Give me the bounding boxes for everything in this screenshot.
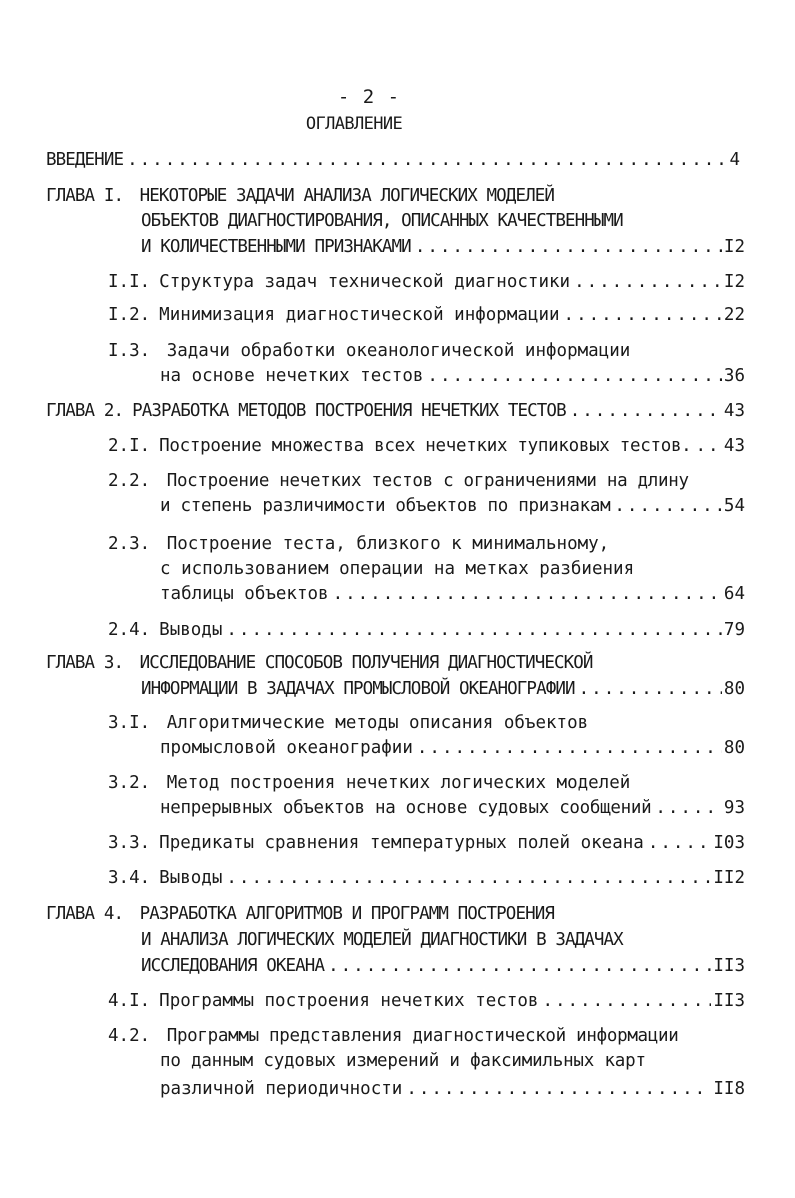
- section-2-4: [108, 618, 745, 642]
- section-4-2: [160, 1077, 745, 1101]
- chapter-1-line-1: [46, 184, 554, 208]
- chapter-label: ГЛАВА I.: [46, 186, 124, 206]
- toc-page-number: 80: [723, 738, 745, 758]
- toc-page-number: II3: [713, 991, 745, 1011]
- section-title: на основе нечетких тестов: [160, 366, 424, 386]
- chapter-title-line: ИНФОРМАЦИИ В ЗАДАЧАХ ПРОМЫСЛОВОЙ ОКЕАНОГРАФИИ: [141, 679, 575, 699]
- leader-dots: [695, 434, 721, 458]
- leader-dots: [127, 148, 727, 172]
- toc-page-number: 80: [723, 679, 745, 699]
- toc-page-number: II2: [713, 868, 745, 888]
- chapter-title-line: ИССЛЕДОВАНИЕ СПОСОБОВ ПОЛУЧЕНИЯ ДИАГНОСТИЧЕСКОЙ: [139, 653, 593, 673]
- section-title: Выводы: [159, 868, 223, 888]
- leader-dots: [333, 582, 722, 606]
- toc-page-number: 43: [723, 436, 745, 456]
- section-1-1: [108, 270, 745, 294]
- section-title: по данным судовых измерений и факсимильных карт: [160, 1051, 646, 1071]
- chapter-4-entry: [141, 954, 745, 978]
- toc-page-number: 36: [723, 366, 745, 386]
- leader-dots: [655, 796, 722, 820]
- toc-page-number: II8: [713, 1079, 745, 1099]
- chapter-1-entry: [141, 235, 745, 259]
- section-title: Предикаты сравнения температурных полей океана: [159, 833, 644, 853]
- section-title: различной периодичности: [160, 1079, 403, 1099]
- section-title: Метод построения нечетких логических моделей: [166, 773, 631, 793]
- section-title: таблицы объектов: [160, 584, 329, 604]
- toc-page-number: I2: [723, 272, 745, 292]
- toc-entry-intro: [46, 148, 740, 172]
- chapter-3-line-1: [46, 651, 593, 675]
- chapter-label: ГЛАВА 2.: [46, 401, 124, 421]
- chapter-label: ГЛАВА 4.: [46, 904, 124, 924]
- section-3-2-line-1: [108, 771, 630, 795]
- chapter-title-line: ИССЛЕДОВАНИЯ ОКЕАНА: [141, 956, 325, 976]
- toc-page-number: 43: [723, 401, 745, 421]
- page-title: ОГЛАВЛЕНИЕ: [305, 114, 403, 134]
- section-title: Алгоритмические методы описания объектов: [166, 713, 589, 733]
- section-4-2-line-1: [108, 1024, 679, 1048]
- toc-page-number: 22: [723, 305, 745, 325]
- leader-dots: [415, 235, 722, 259]
- leader-dots: [226, 618, 722, 642]
- section-title: Структура задач технической диагностики: [159, 272, 571, 292]
- section-number: 2.2.: [108, 471, 151, 491]
- toc-page-number: 64: [723, 584, 745, 604]
- section-title: с использованием операции на метках разбиения: [160, 559, 635, 579]
- chapter-label: ГЛАВА 3.: [46, 653, 124, 673]
- leader-dots: [579, 677, 722, 701]
- section-1-3: [160, 364, 745, 388]
- section-number: 2.4.: [108, 620, 151, 640]
- chapter-title-line: НЕКОТОРЫЕ ЗАДАЧИ АНАЛИЗА ЛОГИЧЕСКИХ МОДЕЛЕЙ: [139, 186, 554, 206]
- section-3-4: [108, 866, 745, 890]
- chapter-title-line: РАЗРАБОТКА МЕТОДОВ ПОСТРОЕНИЯ НЕЧЕТКИХ ТЕСТОВ: [132, 401, 566, 421]
- section-title: Выводы: [159, 620, 223, 640]
- section-number: 3.2.: [108, 773, 151, 793]
- section-2-2-line-1: [108, 469, 689, 493]
- chapter-title-line: ОБЪЕКТОВ ДИАГНОСТИРОВАНИЯ, ОПИСАННЫХ КАЧЕСТВЕННЫМИ: [141, 211, 623, 231]
- chapter-4-line-1: [46, 902, 554, 926]
- section-2-1: [108, 434, 745, 458]
- section-number: 3.4.: [108, 868, 151, 888]
- toc-page-number: 79: [723, 620, 745, 640]
- section-number: I.3.: [108, 341, 151, 361]
- section-number: 3.I.: [108, 713, 151, 733]
- chapter-title-line: И АНАЛИЗА ЛОГИЧЕСКИХ МОДЕЛЕЙ ДИАГНОСТИКИ В ЗАДАЧАХ: [141, 930, 623, 950]
- leader-dots: [648, 831, 712, 855]
- section-title: Построение нечетких тестов с ограничениями на длину: [166, 471, 689, 491]
- toc-page-number: I2: [723, 237, 745, 257]
- chapter-title-line: И КОЛИЧЕСТВЕННЫМИ ПРИЗНАКАМИ: [141, 237, 411, 257]
- section-1-2: [108, 303, 745, 327]
- chapter-3-entry: [141, 677, 745, 701]
- section-3-1: [160, 736, 745, 760]
- leader-dots: [417, 736, 722, 760]
- section-title: непрерывных объектов на основе судовых сообщений: [160, 798, 652, 818]
- toc-entry-text: ВВЕДЕНИЕ: [46, 150, 124, 170]
- leader-dots: [614, 494, 722, 518]
- section-number: 4.2.: [108, 1026, 151, 1046]
- leader-dots: [570, 399, 722, 423]
- leader-dots: [226, 866, 711, 890]
- chapter-title-line: РАЗРАБОТКА АЛГОРИТМОВ И ПРОГРАММ ПОСТРОЕНИЯ: [139, 904, 554, 924]
- section-number: 2.3.: [108, 534, 151, 554]
- section-number: 2.I.: [108, 436, 151, 456]
- leader-dots: [328, 954, 711, 978]
- page-number: - 2 -: [337, 86, 401, 108]
- section-number: 4.I.: [108, 991, 151, 1011]
- section-title: и степень различимости объектов по признакам: [160, 496, 611, 516]
- section-title: Минимизация диагностической информации: [159, 305, 560, 325]
- section-4-1: [108, 989, 745, 1013]
- section-3-2: [160, 796, 745, 820]
- section-3-3: [108, 831, 745, 855]
- section-title: Программы построения нечетких тестов: [159, 991, 539, 1011]
- leader-dots: [574, 270, 722, 294]
- section-title: Задачи обработки океанологической информации: [166, 341, 631, 361]
- chapter-2-entry: [46, 399, 745, 423]
- section-3-1-line-1: [108, 711, 588, 735]
- section-title: Построение теста, близкого к минимальному,: [166, 534, 610, 554]
- section-number: I.I.: [108, 272, 151, 292]
- section-2-3: [160, 582, 745, 606]
- section-title: промысловой океанографии: [160, 738, 413, 758]
- section-number: 3.3.: [108, 833, 151, 853]
- section-title: Построение множества всех нечетких тупиковых тестов.: [159, 436, 692, 456]
- toc-page-number: I03: [713, 833, 745, 853]
- toc-page-number: 93: [723, 798, 745, 818]
- section-title: Программы представления диагностической информации: [166, 1026, 679, 1046]
- leader-dots: [542, 989, 711, 1013]
- leader-dots: [427, 364, 722, 388]
- toc-page-number: II3: [713, 956, 745, 976]
- section-1-3-line-1: [108, 339, 630, 363]
- toc-page-number: 54: [723, 496, 745, 516]
- section-2-2: [160, 494, 745, 518]
- section-number: I.2.: [108, 305, 151, 325]
- leader-dots: [406, 1077, 711, 1101]
- leader-dots: [564, 303, 722, 327]
- section-2-3-line-1: [108, 532, 609, 556]
- toc-page-number: 4: [729, 150, 740, 170]
